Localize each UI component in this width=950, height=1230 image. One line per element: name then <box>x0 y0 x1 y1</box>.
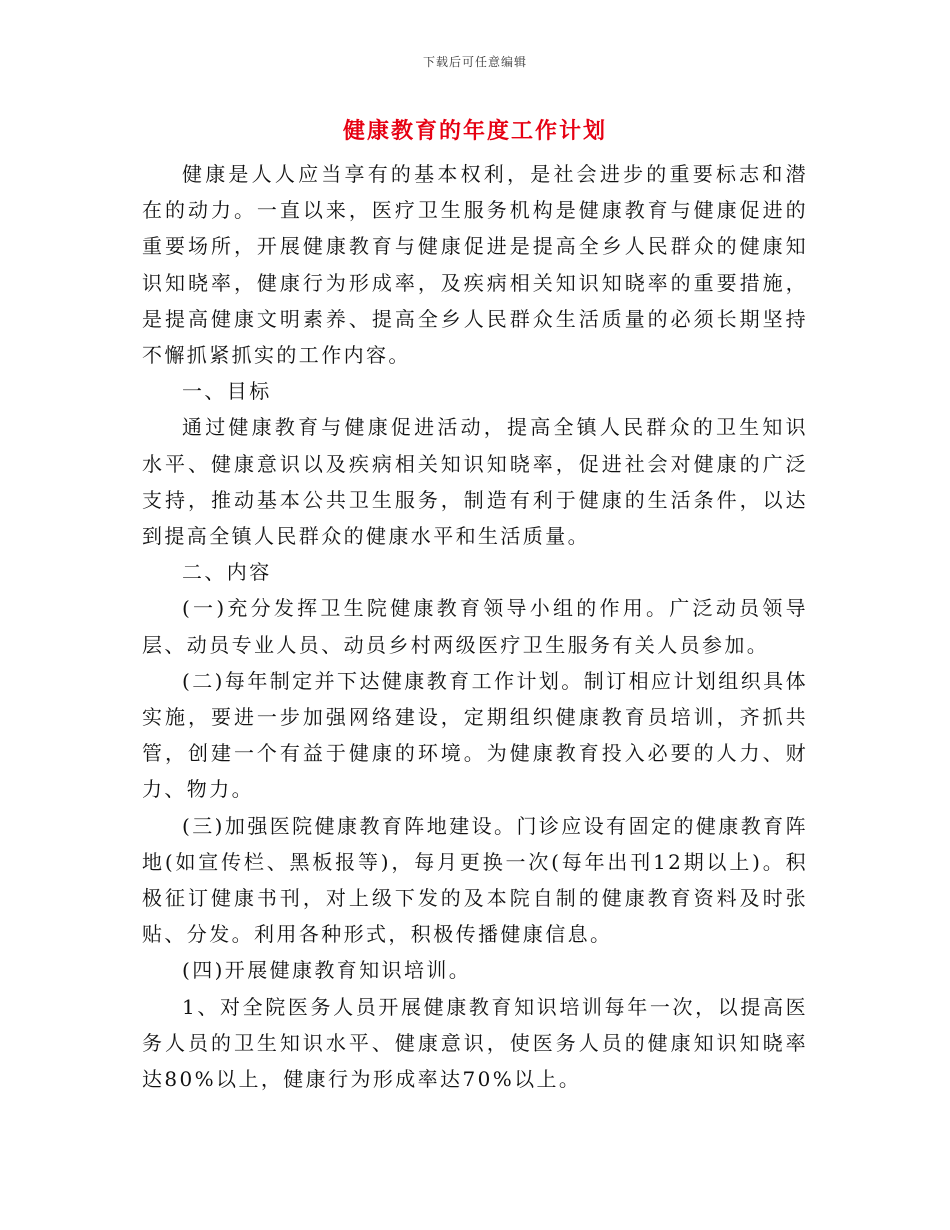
paragraph-goal: 通过健康教育与健康促进活动，提高全镇人民群众的卫生知识水平、健康意识以及疾病相关知识知晓率，促进社会对健康的广泛支持，推动基本公共卫生服务，制造有利于健康的生活条件，以达到提高全镇人民群众的健康水平和生活质量。 <box>142 415 808 549</box>
paragraph-item-1: (一)充分发挥卫生院健康教育领导小组的作用。广泛动员领导层、动员专业人员、动员乡村两级医疗卫生服务有关人员参加。 <box>142 596 808 657</box>
paragraph-intro: 健康是人人应当享有的基本权利，是社会进步的重要标志和潜在的动力。一直以来，医疗卫生服务机构是健康教育与健康促进的重要场所，开展健康教育与健康促进是提高全乡人民群众的健康知识知晓率，健康行为形成率，及疾病相关知识知晓率的重要措施，是提高健康文明素养、提高全乡人民群众生活质量的必须长期坚持不懈抓紧抓实的工作内容。 <box>142 162 808 368</box>
document-body <box>142 156 808 1097</box>
document-title: 健康教育的年度工作计划 <box>342 119 607 144</box>
paragraph-item-4: (四)开展健康教育知识培训。 <box>182 958 472 983</box>
paragraph-item-4-1: 1、对全院医务人员开展健康教育知识培训每年一次，以提高医务人员的卫生知识水平、健康意识，使医务人员的健康知识知晓率达80%以上，健康行为形成率达70%以上。 <box>142 994 808 1092</box>
paragraph-item-2: (二)每年制定并下达健康教育工作计划。制订相应计划组织具体实施，要进一步加强网络建设，定期组织健康教育员培训，齐抓共管，创建一个有益于健康的环境。为健康教育投入必要的人力、财力、物力。 <box>142 668 808 802</box>
section-heading-goal: 一、目标 <box>182 379 272 404</box>
paragraph-item-3: (三)加强医院健康教育阵地建设。门诊应设有固定的健康教育阵地(如宣传栏、黑板报等)，每月更换一次(每年出刊12期以上)。积极征订健康书刊，对上级下发的及本院自制的健康教育资料及时张贴、分发。利用各种形式，积极传播健康信息。 <box>142 813 808 947</box>
header-note: 下载后可任意编辑 <box>422 55 527 69</box>
section-heading-content: 二、内容 <box>182 560 272 585</box>
